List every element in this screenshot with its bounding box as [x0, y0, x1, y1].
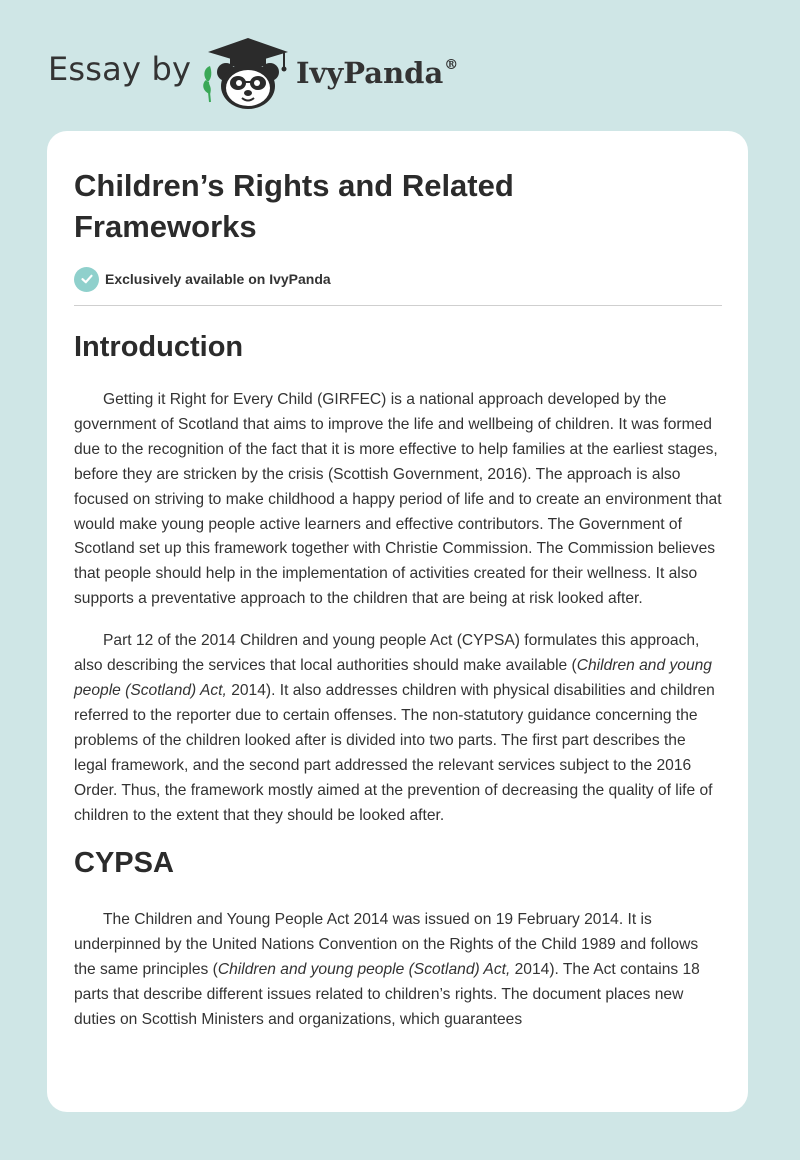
site-header [0, 0, 800, 130]
paragraph: Getting it Right for Every Child (GIRFEC) is a national approach developed by the government of Scotland that aims to improve the life and wellbeing of children. It was formed due to the recognition of the fact that it is more effective to help families at the earliest stages, before they are stricken by the crisis (Scottish Government, 2016). The approach is also focused on striving to make childhood a happy period of life and to create an environment that would make young people active learners and effective contributors. The Government of Scotland set up this framework together with Christie Commission. The Commission believes that people should help in the implementation of activities created for their wellness. It also supports a preventative approach to the children that are being at risk looked after. [74, 391, 722, 608]
citation-italic: Children and young people (Scotland) Act, [74, 657, 712, 699]
paragraph: Part 12 of the 2014 Children and young people Act (CYPSA) formulates this approach, also describing the services that local authorities should make available (Children and young people (Scotland) Act, 2014). It also addresses children with physical disabilities and children referred to the reporter due to certain offenses. The non-statutory guidance concerning the problems of the children looked after is divided into two parts. The first part describes the legal framework, and the second part addressed the relevant services subject to the 2016 Order. Thus, the framework mostly aimed at the prevention of decreasing the quality of life of children to the extent that they should be looked after. [74, 632, 715, 824]
essay-by-label: Essay by [48, 50, 192, 88]
article-card [47, 131, 748, 1112]
badge-label: Exclusively available on IvyPanda [105, 271, 331, 287]
exclusive-badge [74, 266, 722, 292]
check-icon [74, 267, 99, 292]
paragraph: The Children and Young People Act 2014 was issued on 19 February 2014. It is underpinned by the United Nations Convention on the Rights of the Child 1989 and follows the same principles (Children and young people (Scotland) Act, 2014). The Act contains 18 parts that describe different issues related to children’s rights. The document places new duties on Scottish Ministers and organizations, which guarantees [74, 911, 700, 1029]
registered-mark: ® [444, 57, 459, 73]
article-content [74, 165, 722, 1033]
article-title: Children’s Rights and Related Frameworks [74, 168, 514, 244]
section-heading-cypsa: CYPSA [74, 847, 174, 880]
divider [74, 305, 722, 306]
brand-name[interactable]: IvyPanda® [296, 56, 459, 90]
citation-italic: Children and young people (Scotland) Act, [217, 961, 511, 979]
panda-graduate-icon[interactable] [198, 36, 298, 110]
section-heading-introduction: Introduction [74, 331, 244, 363]
